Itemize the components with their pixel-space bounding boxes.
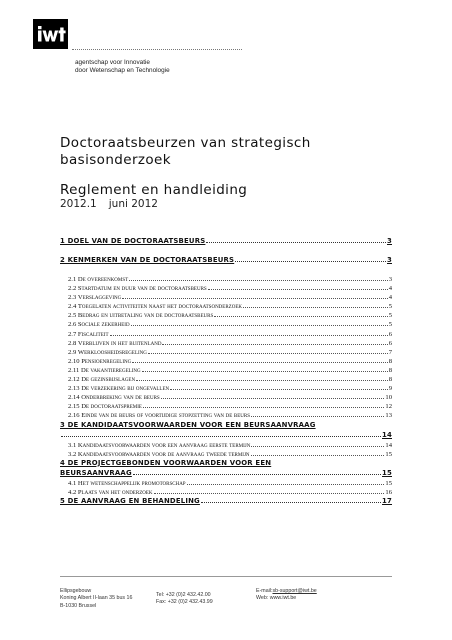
- agency-name: [75, 59, 170, 75]
- address-line: Koning Albert II-laan 35 bus 16: [60, 595, 133, 602]
- toc-dot-leader: [235, 255, 386, 262]
- web-label: Web:: [256, 595, 269, 602]
- toc-page-number: 16: [385, 488, 392, 496]
- version-line: [60, 198, 158, 211]
- toc-section-link[interactable]: [60, 458, 392, 478]
- toc-entry-label: 2.1 De overeenkomst: [68, 276, 129, 283]
- toc-entry-label: 2.8 Verblijven in het buitenland: [68, 339, 162, 347]
- toc-entry-label: 2.6 Sociale zekerheid: [68, 321, 130, 329]
- header-divider: [72, 49, 242, 50]
- toc-entry-line: [60, 255, 392, 265]
- toc-subsection-link[interactable]: [60, 274, 392, 283]
- toc-page-number: 4: [388, 285, 392, 293]
- toc-dot-leader: [214, 310, 387, 317]
- toc-dot-leader: [243, 301, 388, 308]
- email-label: E-mail:: [256, 588, 273, 594]
- toc-page-number: 3: [387, 237, 392, 245]
- toc-entry-label: 3.2 Kandidaatsvoorwaarden voor de aanvraag tweede termijn: [68, 450, 250, 458]
- toc-entry-label: 2.14 Onderbreking van de beurs: [68, 394, 160, 402]
- toc-subsection-link[interactable]: [60, 487, 392, 496]
- toc-subsection-link[interactable]: [60, 392, 392, 401]
- document-title: [60, 135, 400, 169]
- toc-page-number: 7: [388, 348, 392, 356]
- toc-subsection-link[interactable]: [60, 338, 392, 347]
- toc-dot-leader: [133, 468, 381, 475]
- toc-page-number: 4: [388, 294, 392, 302]
- toc-entry-label: 4.2 Plaats van het onderzoek: [68, 488, 153, 496]
- toc-page-number: 5: [388, 303, 392, 311]
- toc-page-number: 17: [382, 496, 392, 505]
- toc-entry-label: 2 KENMERKEN VAN DE DOCTORAATSBEURS: [60, 256, 235, 264]
- toc-page-number: 12: [385, 403, 392, 411]
- toc-page-number: 5: [388, 321, 392, 329]
- toc-page-number: 6: [388, 330, 392, 338]
- toc-page-number: 8: [388, 357, 392, 365]
- toc-subsection-link[interactable]: [60, 356, 392, 365]
- toc-dot-leader: [142, 365, 388, 372]
- toc-entry-line: [60, 468, 392, 478]
- toc-dot-leader: [251, 440, 384, 447]
- toc-section-link[interactable]: [60, 420, 392, 440]
- footer-phone: [156, 592, 213, 607]
- toc-subsection-link[interactable]: [60, 374, 392, 383]
- toc-entry-label: 2.9 Werkloosheidsregeling: [68, 348, 147, 356]
- toc-dot-leader: [162, 338, 387, 345]
- toc-entry-label: 2.10 Pensioenregeling: [68, 357, 132, 365]
- toc-page-number: 9: [388, 385, 392, 393]
- toc-page-number: 15: [385, 479, 392, 487]
- iwt-logo: [33, 19, 68, 49]
- address-line: Ellipsgebouw: [60, 588, 92, 594]
- toc-entry-line: [60, 496, 392, 506]
- toc-subsection-link[interactable]: [60, 478, 392, 487]
- toc-entry-label: 5 DE AANVRAAG EN BEHANDELING: [60, 496, 200, 505]
- address-line: B-1030 Brussel: [60, 602, 97, 609]
- toc-page-number: 15: [382, 468, 392, 477]
- toc-dot-leader: [170, 383, 388, 390]
- toc-dot-leader: [61, 430, 381, 437]
- email-link[interactable]: sb-support@iwt.be: [272, 588, 317, 594]
- toc-dot-leader: [161, 392, 385, 399]
- toc-dot-leader: [129, 274, 388, 281]
- toc-entry-label: 2.15 De doctoraatspremie: [68, 403, 142, 411]
- toc-dot-leader: [201, 496, 381, 503]
- document-subtitle: Reglement en handleiding: [60, 182, 248, 198]
- toc-subsection-link[interactable]: [60, 319, 392, 328]
- toc-subsection-link[interactable]: [60, 329, 392, 338]
- toc-subsection-link[interactable]: [60, 310, 392, 319]
- toc-dot-leader: [251, 410, 384, 417]
- toc-entry-label: 2.12 De gezinsbijslagen: [68, 376, 136, 384]
- toc-dot-leader: [131, 319, 388, 326]
- toc-subsection-link[interactable]: [60, 383, 392, 392]
- toc-dot-leader: [122, 292, 387, 299]
- toc-page-number: 3: [388, 276, 392, 283]
- toc-entry-label: 4.1 Het wetenschappelijk promotorschap: [68, 479, 186, 487]
- toc-entry-label: 3 DE KANDIDAATSVOORWAARDEN VOOR EEN BEURSAANVRAAG: [60, 420, 316, 429]
- web-line: [256, 595, 317, 602]
- footer-divider: [60, 576, 392, 577]
- table-of-contents: [60, 236, 392, 515]
- toc-entry-label: 1 DOEL VAN DE DOCTORAATSBEURS: [60, 237, 206, 245]
- agency-line: door Wetenschap en Technologie: [75, 67, 170, 74]
- toc-subsection-link[interactable]: [60, 440, 392, 449]
- toc-dot-leader: [154, 487, 385, 494]
- footer-address: [60, 588, 132, 610]
- toc-entry-label: 2.16 Einde van de beurs of voortijdige stopzetting van de beurs: [68, 412, 251, 420]
- title-line: Doctoraatsbeurzen van strategisch: [60, 135, 311, 151]
- toc-page-number: 14: [385, 441, 392, 449]
- toc-page-number: 8: [388, 376, 392, 384]
- toc-entry-label: 2.13 De verzekering bij ongevallen: [68, 385, 170, 393]
- toc-entry-label: 2.11 De vakantieregeling: [68, 366, 141, 374]
- toc-entry-label: 2.2 Startdatum en duur van de doctoraatsbeurs: [68, 285, 207, 293]
- toc-entry-label: 3.1 Kandidaatsvoorwaarden voor een aanvraag eerste termijn: [68, 441, 251, 449]
- toc-section-link[interactable]: [60, 496, 392, 515]
- toc-entry-label: 2.4 Toegelaten activiteiten naast het doctoraatsonderzoek: [68, 303, 243, 311]
- toc-page-number: 13: [385, 412, 392, 420]
- toc-dot-leader: [132, 356, 387, 363]
- fax-line: Fax: +32 (0)2 432.43.99: [156, 599, 213, 606]
- toc-page-number: 8: [388, 366, 392, 374]
- toc-page-number: 14: [382, 430, 392, 439]
- web-link[interactable]: www.iwt.be: [269, 595, 297, 602]
- toc-entry-first-line: [60, 420, 392, 430]
- toc-page-number: 5: [388, 312, 392, 320]
- toc-dot-leader: [143, 401, 384, 408]
- toc-subsection-link[interactable]: [60, 365, 392, 374]
- toc-dot-leader: [110, 329, 388, 336]
- toc-page-number: 3: [387, 256, 392, 264]
- toc-subsection-link[interactable]: [60, 449, 392, 458]
- toc-page-number: 15: [385, 450, 392, 458]
- toc-entry-line: [60, 236, 392, 246]
- toc-entry-label: 4 DE PROJECTGEBONDEN VOORWAARDEN VOOR EEN: [60, 458, 272, 467]
- toc-entry-label: BEURSAANVRAAG: [60, 468, 132, 477]
- toc-subsection-link[interactable]: [60, 410, 392, 419]
- phone-line: Tel: +32 (0)2 432.42.00: [156, 592, 211, 598]
- toc-section-link[interactable]: [60, 255, 392, 274]
- toc-subsection-link[interactable]: [60, 283, 392, 292]
- toc-dot-leader: [187, 478, 385, 485]
- footer-contact: [256, 588, 317, 603]
- toc-entry-label: 2.3 Verslaggeving: [68, 294, 122, 302]
- version-number: 2012.1: [60, 198, 97, 210]
- toc-dot-leader: [251, 449, 385, 456]
- toc-dot-leader: [136, 374, 388, 381]
- toc-entry-label: 2.7 Fiscaliteit: [68, 330, 109, 338]
- toc-entry-label: 2.5 Bedrag en uitbetaling van de doctoraatsbeurs: [68, 312, 214, 320]
- toc-entry-line: [60, 430, 392, 440]
- toc-subsection-link[interactable]: [60, 401, 392, 410]
- agency-line: agentschap voor Innovatie: [75, 59, 150, 66]
- toc-dot-leader: [206, 236, 386, 243]
- toc-subsection-link[interactable]: [60, 301, 392, 310]
- toc-page-number: 10: [385, 394, 392, 402]
- iwt-logo-icon: [36, 26, 66, 42]
- toc-section-link[interactable]: [60, 236, 392, 255]
- toc-dot-leader: [148, 347, 388, 354]
- toc-subsection-link[interactable]: [60, 347, 392, 356]
- toc-page-number: 6: [388, 339, 392, 347]
- email-line: [256, 588, 317, 595]
- version-date: juni 2012: [108, 198, 158, 210]
- title-line: basisonderzoek: [60, 152, 171, 168]
- toc-dot-leader: [208, 283, 388, 290]
- toc-subsection-link[interactable]: [60, 292, 392, 301]
